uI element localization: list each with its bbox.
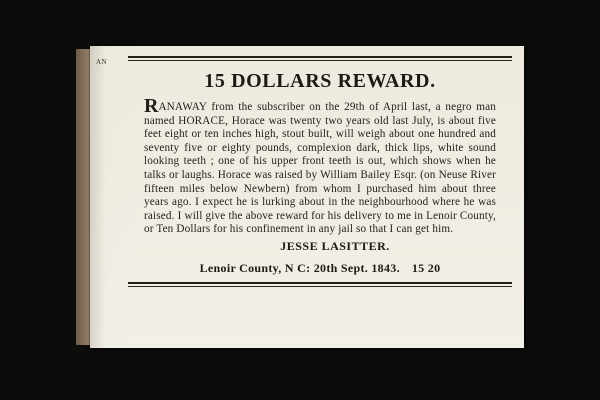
ad-signature: JESSE LASITTER. bbox=[280, 238, 390, 253]
advertisement bbox=[128, 70, 512, 254]
book-page bbox=[90, 46, 524, 348]
ad-footer-place-date: Lenoir County, N C: 20th Sept. 1843. bbox=[199, 260, 400, 275]
ad-footer bbox=[128, 261, 512, 276]
page-content bbox=[128, 56, 512, 338]
page-corner-mark: AN bbox=[96, 58, 108, 66]
ad-footer-reference: 15 20 bbox=[411, 260, 441, 275]
open-book bbox=[76, 46, 524, 348]
bottom-rule-thin bbox=[128, 286, 512, 287]
bottom-rules bbox=[128, 282, 512, 287]
bottom-rule-thick bbox=[128, 282, 512, 284]
ad-body-text: ANAWAY from the subscriber on the 29th of April last, a negro man named HORACE, Horace was twenty two years old last July, is about five feet eight or ten inches high, stout built, will weigh about one hundred and seventy five or eighty pounds, complexion dark, thick lips, white sound looking teeth ; one of his upper front teeth is out, which shows when he talks or laughs. Horace was raised by William Bailey Esqr. (on Neuse River fifteen miles below Newbern) from whom I purchased him about three years ago. I expect he is lurking about in the neighbourhood where he was raised. I will give the above reward for his delivery to me in Lenoir County, or Ten Dollars for his confinement in any jail so that I can get him. bbox=[144, 101, 496, 236]
top-rule-thin bbox=[128, 60, 512, 61]
ad-headline: 15 DOLLARS REWARD. bbox=[204, 70, 436, 92]
ad-dropcap: R bbox=[144, 95, 159, 117]
ad-body bbox=[144, 95, 496, 237]
